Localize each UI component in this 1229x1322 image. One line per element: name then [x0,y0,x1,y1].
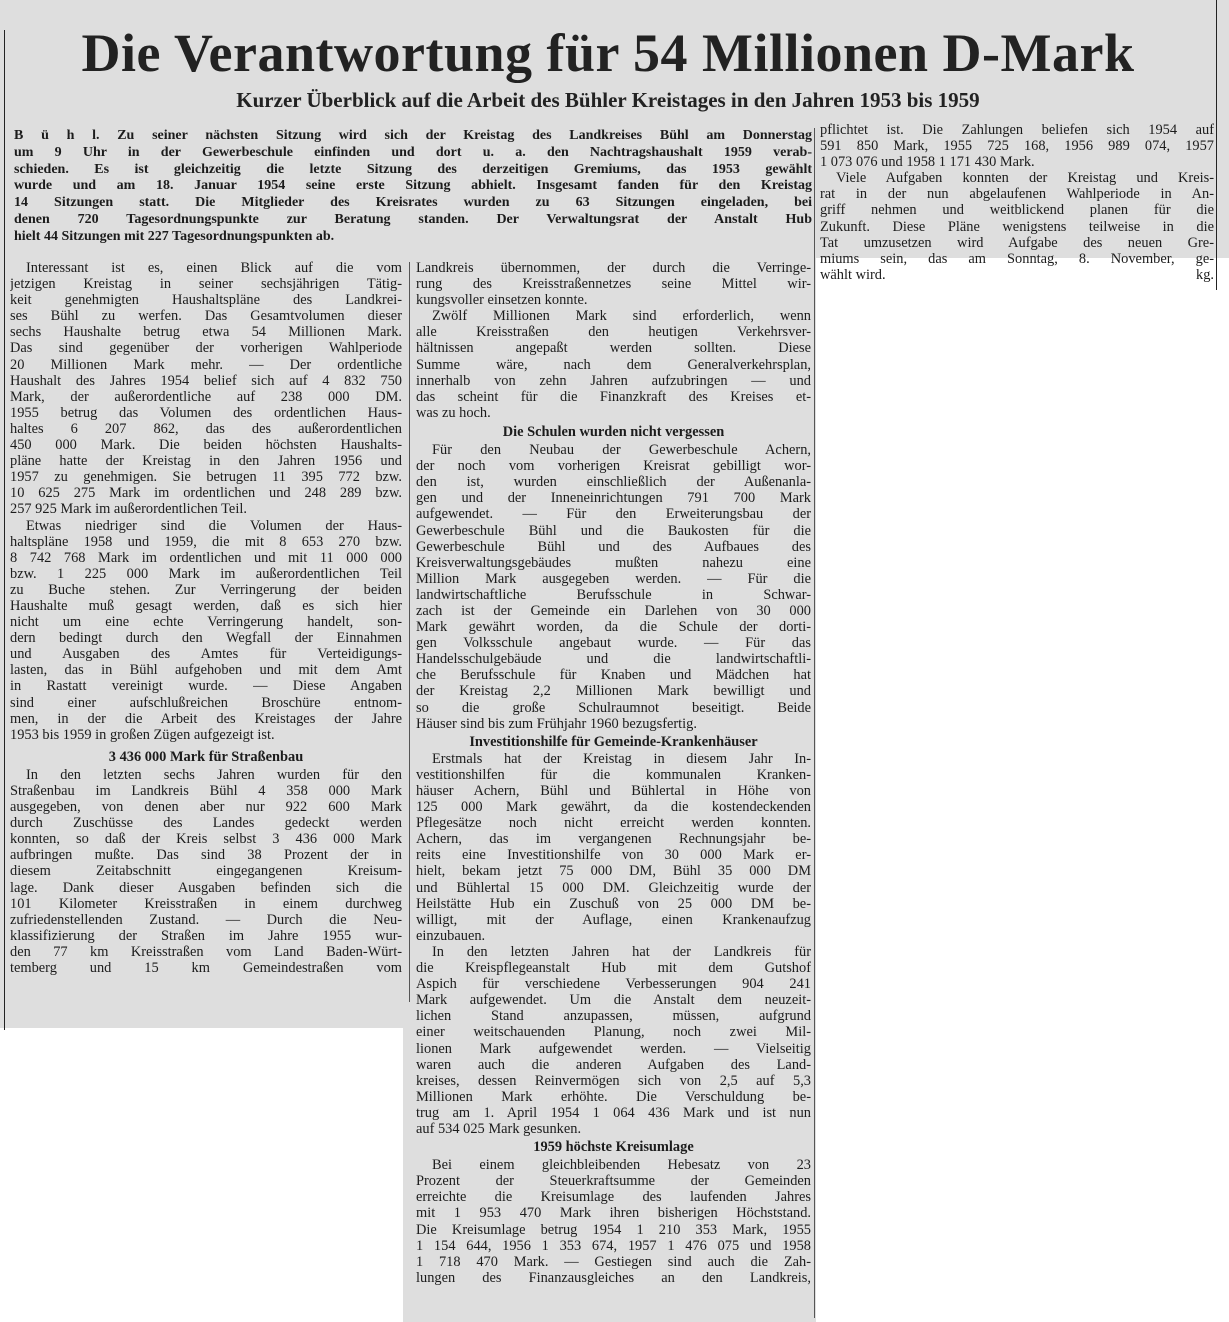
text-line: gen Volksschule angebaut wurde. — Für das [416,635,811,652]
text-line: durch Zuschüsse des Landes gedeckt werden [10,815,402,832]
text-line: haltspläne 1958 und 1959, die mit 8 653 270 bzw. [10,533,402,550]
text-line: den ist, wurden einschließlich der Außenanla- [416,474,811,491]
lead-line: schieden. Es ist gleichzeitig die letzte Sitzung des derzeitigen Gremiums, das 1953 gewählt [14,161,812,177]
text-line: In den letzten sechs Jahren wurden für den [26,766,402,783]
text-line: griff nehmen und weitblickend planen für die [820,202,1214,219]
text-line: und Bühlertal 15 000 DM. Gleichzeitig wurde der [416,879,811,896]
text-line: gen und der Inneneinrichtungen 791 700 Mark [416,490,811,507]
text-line: 591 850 Mark, 1955 725 168, 1956 989 074, 1957 [820,138,1214,155]
text-line: Mark aufgewendet. Um die Anstalt dem neuzeit- [416,992,811,1009]
text-line: erreichte die Kreisumlage des laufenden Jahres [416,1189,811,1206]
text-line: reits eine Investitionshilfe von 30 000 Mark er- [416,847,811,864]
text-line: Pflegesätze noch nicht erreicht werden konnten. [416,815,811,832]
text-line: sind einer aufschlußreichen Broschüre entnom- [10,694,402,711]
text-line: Million Mark ausgegeben werden. — Für die [416,570,811,587]
text-line: diesem Zeitabschnitt eingegangenen Kreisum- [10,863,402,880]
text-line: Kreisverwaltungsgebäudes mußten nahezu eine [416,554,811,571]
text-line: 450 000 Mark. Die beiden höchsten Haushalts- [10,437,402,454]
text-line: Mark gewährt worden, da die Schule der dorti- [416,619,811,636]
text-line: In den letzten Jahren hat der Landkreis für [432,943,811,960]
text-line: Interessant ist es, einen Blick auf die vom [26,260,402,276]
text-line: Bei einem gleichbleibenden Hebesatz von 23 [432,1157,811,1174]
text-line: 257 925 Mark im außerordentlichen Teil. [10,501,247,518]
text-line: alle Kreisstraßen den heutigen Verkehrsver- [416,324,811,341]
text-line: Landkreis übernommen, der durch die Verringe- [416,260,811,276]
text-line: so die große Schulraumnot beseitigt. Beide [416,699,811,716]
text-line: Häuser sind bis zum Frühjahr 1960 bezugsfertig. [416,715,697,732]
lead-paragraph [14,128,812,246]
text-line: die Kreispflegeanstalt Hub mit dem Gutshof [416,960,811,977]
column-divider-left [409,262,410,1002]
text-line: miums sein, das am Sonntag, 8. November, ge- [820,250,1214,267]
text-line: rung des Kreisstraßennetzes seine Mittel wir- [416,276,811,293]
text-line: was zu hoch. [416,404,491,421]
text-line: Haushalte muß gesagt werden, daß es sich hier [10,597,402,614]
text-line: jetzigen Kreistag in seiner sechsjährigen Tätig- [10,276,402,293]
text-line: 1 073 076 und 1958 1 171 430 Mark. [820,154,1035,171]
text-line: der noch vom vorherigen Kreisrat gebilligt wor- [416,458,811,475]
text-column-right [820,122,1214,283]
text-line: 1955 betrug das Volumen des ordentlichen Haus- [10,404,402,421]
text-line: Haushalt des Jahres 1954 belief sich auf 4 832 750 [10,372,402,389]
text-line: 125 000 Mark gewährt, da die kostendeckenden [416,799,811,816]
text-line: haltes 6 207 862, das des außerordentlichen [10,420,402,437]
text-line: trug am 1. April 1954 1 064 436 Mark und ist nun [416,1104,811,1121]
text-line: in Rastatt vereinigt wurde. — Diese Angaben [10,678,402,695]
text-line: aufgewendet. — Für den Erweiterungsbau der [416,506,811,523]
text-line: Mark, der außerordentliche auf 238 000 DM. [10,388,402,405]
text-line: einzubauen. [416,927,486,944]
text-line: hielt, bekam jetzt 75 000 DM, Bühl 35 000 DM [416,863,811,880]
text-line: men, in der die Arbeit des Kreistages der Jahre [10,710,402,727]
lead-line: B ü h l. Zu seiner nächsten Sitzung wird sich der Kreistag des Landkreises Bühl am Donnerstag [14,128,812,143]
text-line: den 77 km Kreisstraßen vom Land Baden-Würt- [10,943,402,960]
text-line: lionen Mark aufgewendet werden. — Vielseitig [416,1040,811,1057]
text-line: kungsvoller einsetzen konnte. [416,292,588,309]
text-column-left [10,260,402,976]
text-line: pflichtet ist. Die Zahlungen beliefen sich 1954 auf [820,122,1214,138]
text-line: 1 154 644, 1956 1 353 674, 1957 1 476 075 und 1958 [416,1237,811,1254]
lead-line: denen 720 Tagesordnungspunkte zur Beratung standen. Der Verwaltungsrat der Anstalt Hub [14,211,812,227]
lead-line: 14 Sitzungen statt. Die Mitglieder des Kreisrates wurden zu 63 Sitzungen eingeladen, bei [14,195,812,211]
lead-line: hielt 44 Sitzungen mit 227 Tagesordnungspunkten ab. [14,228,335,244]
text-line: 8 742 768 Mark im ordentlichen und mit 11 000 000 [10,549,402,566]
text-line: 10 625 275 Mark im ordentlichen und 248 289 bzw. [10,485,402,502]
text-line: rat in der nun abgelaufenen Wahlperiode in An- [820,186,1214,203]
text-line: aufbringen mußte. Das sind 38 Prozent der in [10,847,402,864]
text-line: 101 Kilometer Kreisstraßen in einem durchweg [10,895,402,912]
author-signature: kg. [1196,266,1214,283]
text-column-middle [416,260,811,1286]
text-line: Gewerbeschule Bühl und des Aufbaues des [416,538,811,555]
section-heading-krankenhaeuser: Investitionshilfe für Gemeinde-Krankenhäuser [469,733,758,750]
final-line [820,267,1214,283]
section-heading-strassenbau: 3 436 000 Mark für Straßenbau [108,748,304,765]
text-line: Zwölf Millionen Mark sind erforderlich, wenn [432,308,811,325]
text-line: dern bedingt durch den Wegfall der Einnahmen [10,630,402,647]
text-line: zu Buche stehen. Zur Verringerung der beiden [10,581,402,598]
text-line: hältnissen angepaßt werden sollten. Diese [416,340,811,357]
text-line: Erstmals hat der Kreistag in diesem Jahr In- [432,750,811,767]
text-line: und Ausgaben des Amtes für Verteidigungs- [10,646,402,663]
article-subheadline: Kurzer Überblick auf die Arbeit des Bühler Kreistages in den Jahren 1953 bis 1959 [236,88,980,112]
text-line: Zukunft. Diese Pläne wenigstens teilweise in die [820,218,1214,235]
text-line: 1 718 470 Mark. — Gestiegen sind auch die Zah- [416,1253,811,1270]
text-line: Summe wäre, nach dem Generalverkehrsplan, [416,356,811,373]
text-line: Achern, das im vergangenen Rechnungsjahr be- [416,831,811,848]
text-line: landwirtschaftliche Berufsschule in Schwar- [416,586,811,603]
text-line: pläne hatte der Kreistag in den Jahren 1956 und [10,453,402,470]
text-line: nicht um eine echte Verringerung handelt, son- [10,614,402,631]
text-line: ses Bühl zu werfen. Das Gesamtvolumen dieser [10,308,402,325]
text-line: sechs Haushalte betrug etwa 54 Millionen Mark. [10,324,402,341]
text-line: zach ist der Gemeinde ein Darlehen von 30 000 [416,602,811,619]
text-line: lage. Dank dieser Ausgaben befinden sich die [10,879,402,896]
text-line: Tat umzusetzen wird Aufgabe des neuen Gre- [820,234,1214,251]
section-heading-kreisumlage: 1959 höchste Kreisumlage [533,1139,694,1156]
text-line: lasten, das in Bühl aufgehoben und mit dem Amt [10,662,402,679]
text-line: konnten, so daß der Kreis selbst 3 436 000 Mark [10,831,402,848]
text-line: wählt wird. [820,266,886,283]
lead-line: um 9 Uhr in der Gewerbeschule einfinden und dort u. a. den Nachtragshaushalt 1959 verab- [14,144,812,160]
text-line: mit 1 953 470 Mark ihren bisherigen Höchststand. [416,1205,811,1222]
text-line: willigt, mit der Auflage, einen Krankenaufzug [416,911,811,928]
text-line: Für den Neubau der Gewerbeschule Achern, [432,442,811,459]
text-line: auf 534 025 Mark gesunken. [416,1120,582,1137]
lead-line: wurde und am 18. Januar 1954 seine erste Sitzung abhielt. Insgesamt fanden für den Kreistag [14,178,812,194]
text-line: Heilstätte Hub ein Zuschuß von 25 000 DM be- [416,895,811,912]
text-line: Handelsschulgebäude und die landwirtschaftli- [416,651,811,668]
text-line: Viele Aufgaben konnten der Kreistag und Kreis- [836,170,1214,187]
text-line: che Berufsschule für Knaben und Mädchen hat [416,667,811,684]
text-line: innerhalb von zehn Jahren aufzubringen — und [416,372,811,389]
text-line: keit genehmigten Haushaltspläne des Landkrei- [10,292,402,309]
left-border-rule [4,30,5,1030]
text-line: kreises, dessen Reinvermögen sich von 2,5 auf 5,3 [416,1072,811,1089]
text-line: Das sind gegenüber der vorherigen Wahlperiode [10,340,402,357]
text-line: Millionen Mark erhöhte. Die Verschuldung be- [416,1088,811,1105]
text-line: bzw. 1 225 000 Mark im außerordentlichen Teil [10,565,402,582]
text-line: waren auch die anderen Aufgaben des Land- [416,1056,811,1073]
text-line: Prozent der Steuerkraftsumme der Gemeinden [416,1173,811,1190]
text-line: Straßenbau im Landkreis Bühl 4 358 000 Mark [10,783,402,799]
text-line: Aspich für verschiedene Verbesserungen 904 241 [416,976,811,993]
right-border-rule [1216,0,1217,290]
text-line: klassifizierung der Straßen im Jahre 1955 wur- [10,927,402,944]
column-divider-right [814,128,815,1318]
text-line: temberg und 15 km Gemeindestraßen vom [10,960,402,977]
text-line: zufriedenstellenden Zustand. — Durch die Neu- [10,911,402,928]
text-line: ausgegeben, von denen aber nur 922 600 Mark [10,799,402,816]
article-headline: Die Verantwortung für 54 Millionen D-Mark [81,23,1135,83]
text-line: häuser Achern, Bühl und Bühlertal in Höhe von [416,783,811,799]
text-line: 1957 zu genehmigen. Sie betrugen 11 395 772 bzw. [10,469,402,486]
text-line: Etwas niedriger sind die Volumen der Haus- [26,517,402,534]
text-line: lichen Stand anzupassen, müssen, aufgrund [416,1008,811,1025]
section-heading-schulen: Die Schulen wurden nicht vergessen [502,423,725,440]
text-line: Die Kreisumlage betrug 1954 1 210 353 Mark, 1955 [416,1221,811,1238]
text-line: Gewerbeschule Bühl und die Baukosten für die [416,522,811,539]
text-line: 20 Millionen Mark mehr. — Der ordentliche [10,356,402,373]
text-line: der Kreistag 2,2 Millionen Mark bewilligt und [416,683,811,700]
text-line: einer weitschauenden Planung, noch zwei Mil- [416,1024,811,1041]
text-line: das scheint für die Finanzkraft des Kreises et- [416,388,811,405]
text-line: 1953 bis 1959 in großen Zügen aufgezeigt ist. [10,726,275,743]
text-line: lungen des Finanzausgleiches an den Landkreis, [416,1269,811,1286]
text-line: vestitionshilfen für die kommunalen Kranken- [416,766,811,783]
